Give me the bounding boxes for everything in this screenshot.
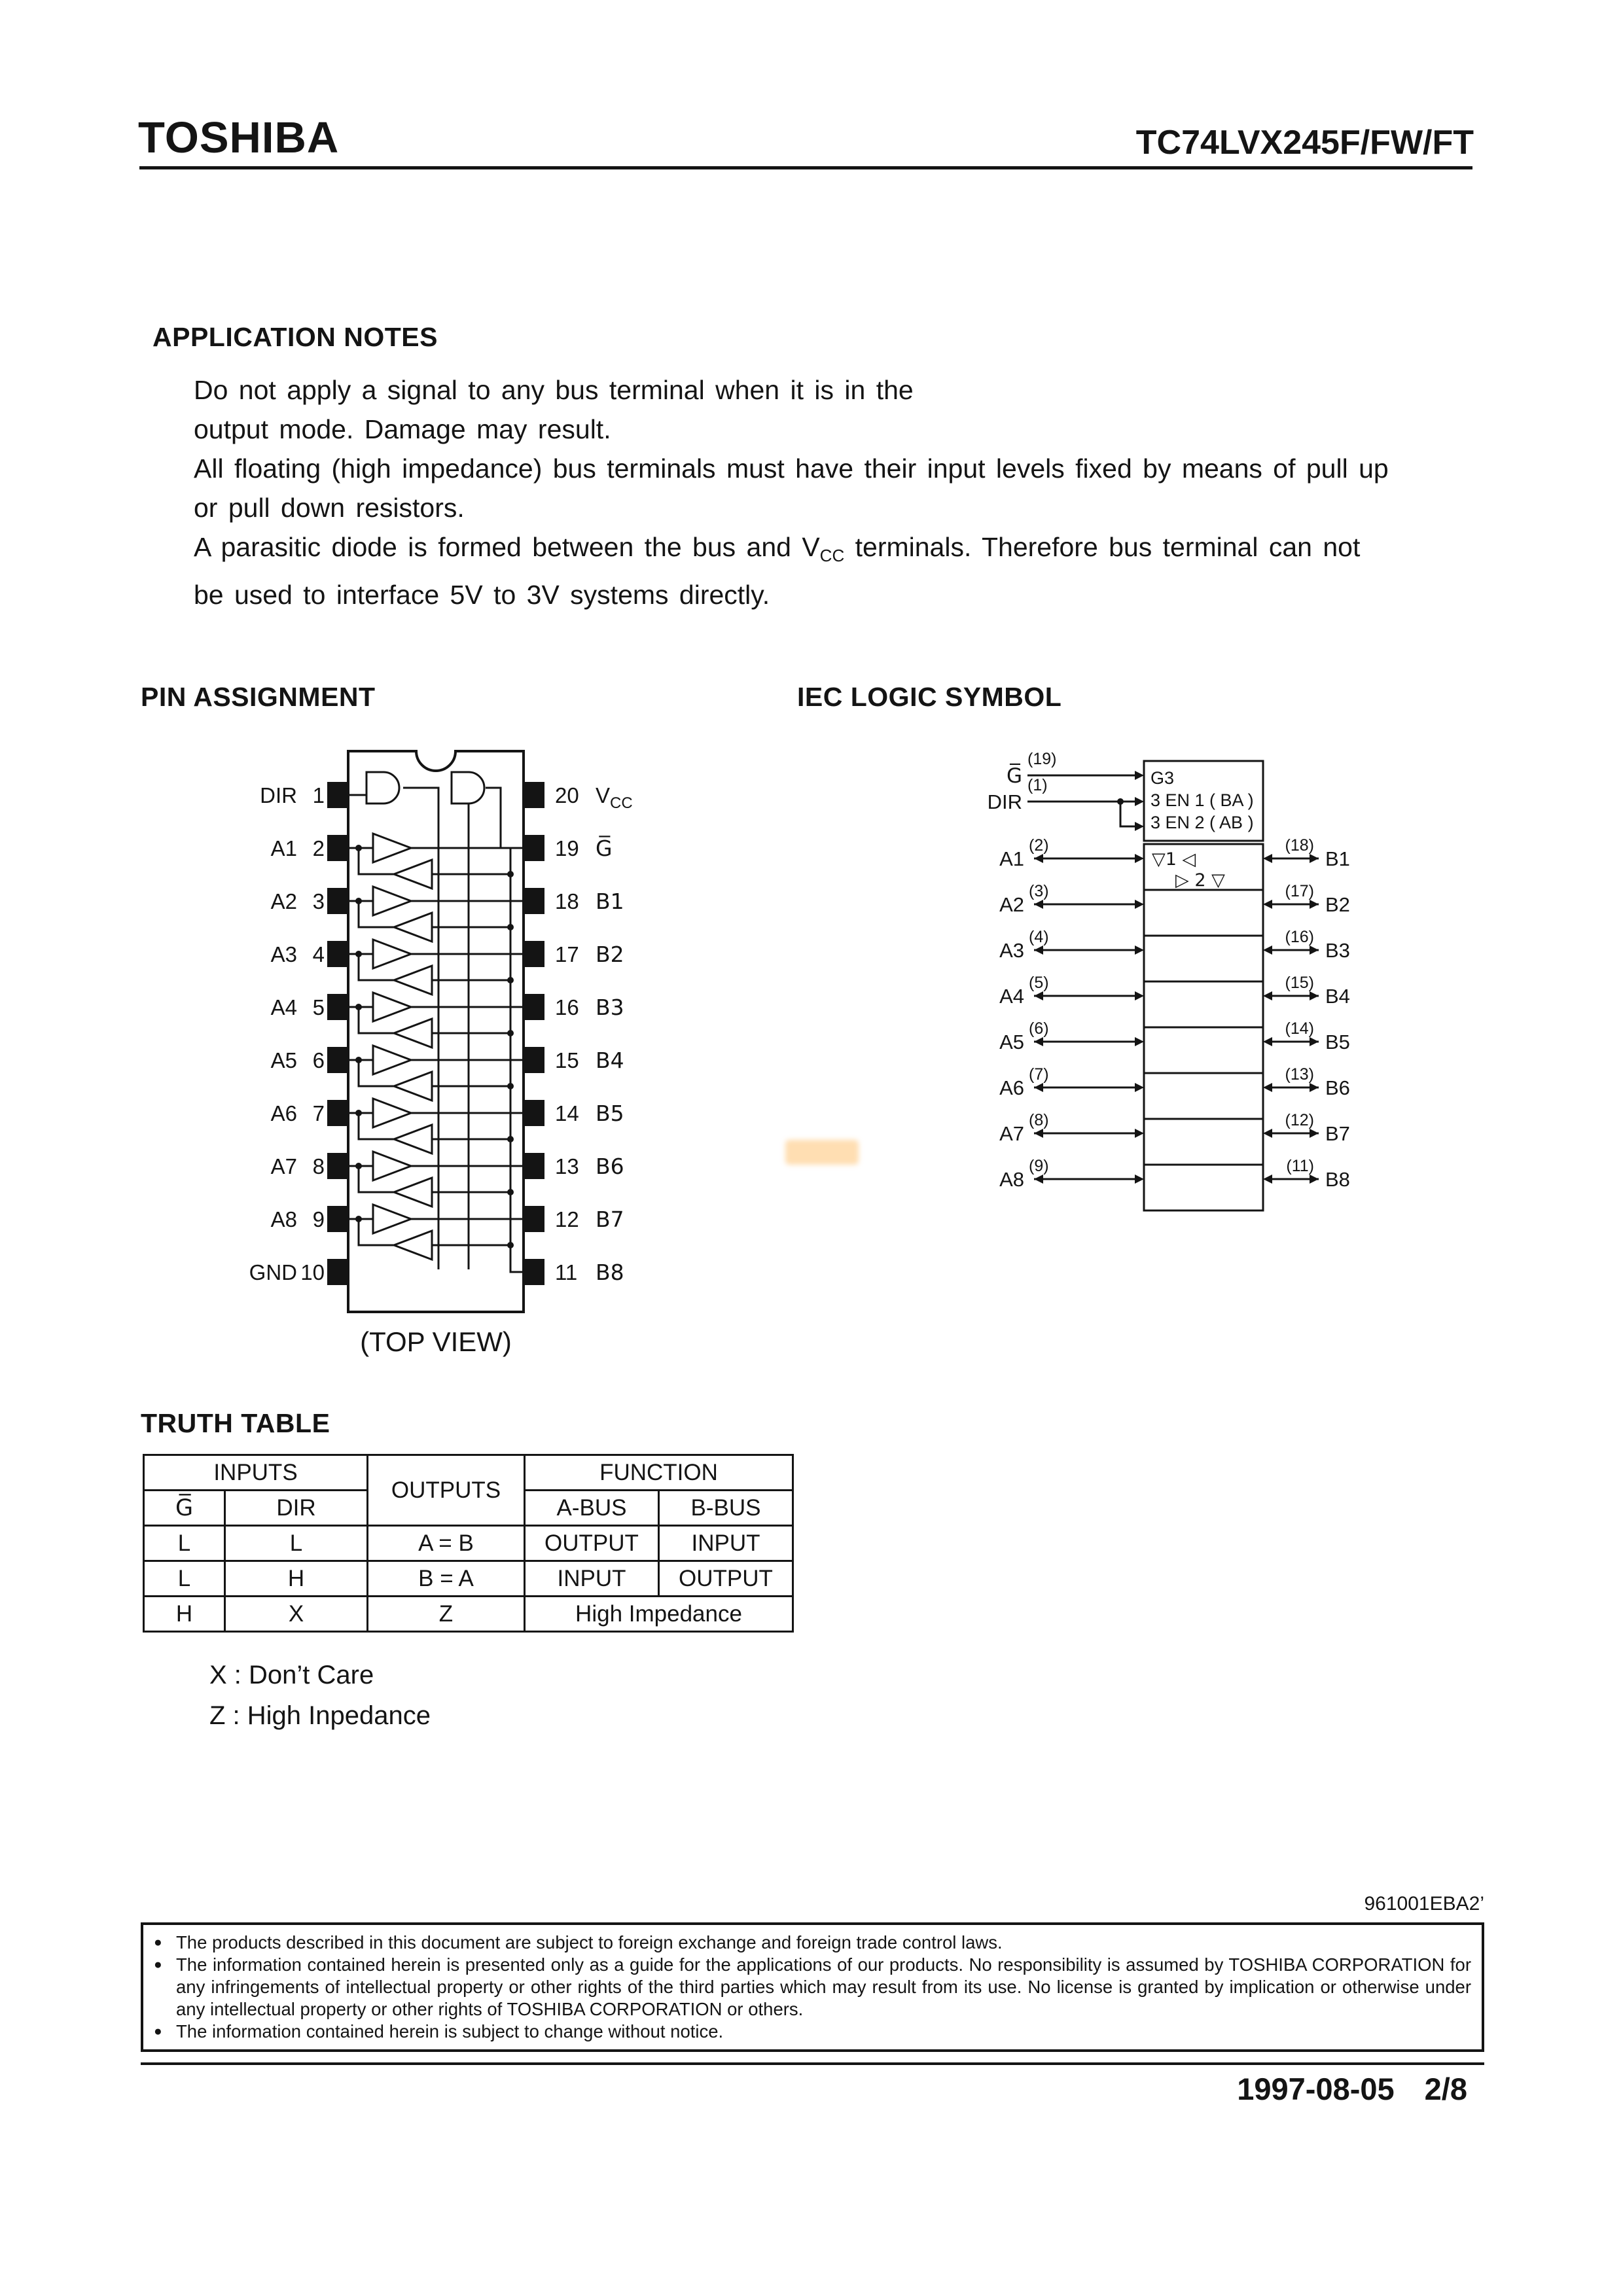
note-x: X : Don’t Care	[209, 1661, 374, 1689]
truth-table-heading: TRUTH TABLE	[141, 1408, 330, 1438]
b-pin-number: (16)	[1285, 928, 1314, 946]
pin-name-right: B3	[596, 995, 624, 1020]
arrow-right-icon	[1310, 854, 1319, 863]
pin-name-left: A6	[270, 1101, 297, 1125]
arrow-right-icon	[1310, 900, 1319, 909]
iec-logic-symbol-diagram	[936, 733, 1440, 1269]
part-number: TC74LVX245F/FW/FT	[1135, 124, 1474, 162]
th-outputs: OUTPUTS	[368, 1455, 525, 1526]
th-inputs: INPUTS	[144, 1455, 368, 1491]
dip-pin-left	[327, 1206, 348, 1232]
junction-dot	[507, 924, 514, 930]
th-function: FUNCTION	[525, 1455, 793, 1491]
dip-pin-left	[327, 941, 348, 967]
a-port-label: A5	[999, 1031, 1024, 1053]
arrow-right-icon	[1135, 1037, 1144, 1046]
pin-name-left: A2	[270, 889, 297, 913]
legal-bullet	[154, 1932, 1471, 1954]
junction-dot	[507, 1242, 514, 1248]
arrow-right-icon	[1310, 991, 1319, 1000]
arrow-right-icon	[1135, 771, 1144, 780]
table-header-row	[144, 1455, 793, 1491]
control-label: G3	[1150, 768, 1175, 788]
dip-pin-left	[327, 1259, 348, 1285]
arrow-left-icon	[1034, 1037, 1043, 1046]
junction-dot	[507, 871, 514, 877]
note-line: output mode. Damage may result.	[194, 414, 611, 444]
a-port-label: A8	[999, 1168, 1024, 1191]
note-line: be used to interface 5V to 3V systems directly.	[194, 580, 770, 610]
truth-cell: A = B	[368, 1526, 525, 1561]
date: 1997-08-05	[1237, 2072, 1395, 2106]
header-rule	[139, 166, 1472, 169]
truth-cell: INPUT	[659, 1526, 793, 1561]
a-port-label: A6	[999, 1076, 1024, 1099]
a-pin-number: (6)	[1029, 1019, 1049, 1038]
junction-dot	[355, 1110, 362, 1116]
arrow-right-icon	[1135, 1129, 1144, 1138]
b-port-label: B7	[1325, 1122, 1350, 1145]
pin-name-right: G̅	[596, 836, 613, 861]
junction-dot	[507, 977, 514, 983]
arrow-left-icon	[1263, 1174, 1272, 1184]
control-gate-icon	[366, 772, 399, 804]
b-pin-number: (13)	[1285, 1065, 1314, 1084]
truth-cell: OUTPUT	[659, 1561, 793, 1597]
application-notes-heading: APPLICATION NOTES	[152, 322, 438, 352]
truth-cell: L	[144, 1526, 225, 1561]
junction-dot	[355, 1057, 362, 1063]
a-pin-number: (3)	[1029, 882, 1049, 900]
arrow-right-icon	[1310, 1037, 1319, 1046]
a-pin-number: (9)	[1029, 1157, 1049, 1175]
pin-name-right: B7	[596, 1207, 624, 1232]
pin-name-right: $V_{CC}$	[596, 783, 633, 812]
truth-cell: L	[144, 1561, 225, 1597]
truth-cell: INPUT	[525, 1561, 659, 1597]
arrow-left-icon	[1263, 1129, 1272, 1138]
pin-number-left: 6	[312, 1048, 325, 1072]
dip-pin-right	[524, 1153, 544, 1179]
junction-dot	[355, 845, 362, 851]
note-z: Z : High Inpedance	[209, 1701, 431, 1730]
toshiba-logo: TOSHIBA	[138, 113, 340, 162]
junction-dot	[1117, 798, 1124, 805]
arrow-right-icon	[1310, 945, 1319, 955]
pin-assignment-diagram	[242, 733, 700, 1381]
top-view-caption: (TOP VIEW)	[360, 1326, 512, 1357]
table-row	[144, 1597, 793, 1632]
junction-dot	[355, 951, 362, 957]
pin-name-right: B5	[596, 1101, 624, 1126]
arrow-right-icon	[1135, 1174, 1144, 1184]
arrow-left-icon	[1034, 945, 1043, 955]
pin-number-right: 11	[555, 1260, 578, 1284]
arrow-left-icon	[1034, 1129, 1043, 1138]
dip-pin-right	[524, 1100, 544, 1126]
truth-cell: H	[225, 1561, 368, 1597]
junction-dot	[355, 1004, 362, 1010]
dir-pin-number: (1)	[1027, 776, 1048, 794]
a-pin-number: (4)	[1029, 928, 1049, 946]
note-text: A parasitic diode is formed between the bus and V	[194, 532, 820, 562]
junction-dot	[507, 1189, 514, 1195]
arrow-right-icon	[1135, 797, 1144, 806]
pin-name-right: B8	[596, 1260, 624, 1285]
pin-number-right: 16	[555, 995, 579, 1019]
b-pin-number: (11)	[1286, 1157, 1314, 1175]
direction-symbol-bottom: ▷ 2 ▽	[1175, 870, 1225, 891]
pin-number-right: 13	[555, 1154, 579, 1178]
junction-dot	[507, 1136, 514, 1142]
dip-pin-right	[524, 888, 544, 914]
pin-name-left: A7	[270, 1154, 297, 1178]
th-a-bus: A-BUS	[525, 1491, 659, 1526]
b-pin-number: (14)	[1285, 1019, 1314, 1038]
b-port-label: B3	[1325, 939, 1350, 962]
arrow-right-icon	[1135, 900, 1144, 909]
th-dir: DIR	[225, 1491, 368, 1526]
pin-name-left: GND	[249, 1260, 297, 1284]
document-code: 961001EBA2’	[1364, 1893, 1484, 1915]
note-line: or pull down resistors.	[194, 493, 465, 523]
pin-name-left: A3	[270, 942, 297, 966]
pin-name-left: A1	[270, 836, 297, 860]
b-pin-number: (15)	[1285, 974, 1314, 992]
arrow-right-icon	[1310, 1129, 1319, 1138]
arrow-right-icon	[1135, 1083, 1144, 1092]
pin-number-left: 1	[312, 783, 325, 807]
pin-number-left: 5	[312, 995, 325, 1019]
arrow-left-icon	[1034, 854, 1043, 863]
legal-text: The products described in this document are subject to foreign exchange and foreign trade control laws.	[176, 1932, 1003, 1952]
arrow-left-icon	[1263, 1037, 1272, 1046]
arrow-right-icon	[1135, 854, 1144, 863]
legal-text: The information contained herein is presented only as a guide for the applications of our products. No responsibility is assumed by TOSHIBA CORPORATION for any infringements of intellectual property or other rights of the third parties which may result from its use. No license is granted by implication or otherwise under any intellectual property or other rights of TOSHIBA CORPORATION or others.	[176, 1954, 1471, 2019]
footer-rule	[141, 2062, 1484, 2065]
arrow-left-icon	[1263, 900, 1272, 909]
dip-pin-left	[327, 782, 348, 808]
pin-name-right: B4	[596, 1048, 624, 1073]
pin-name-left: A4	[270, 995, 297, 1019]
g-pin-number: (19)	[1027, 750, 1057, 768]
dip-pin-right	[524, 1206, 544, 1232]
b-pin-number: (12)	[1285, 1111, 1314, 1129]
page-number: 2/8	[1424, 2072, 1467, 2106]
arrow-left-icon	[1263, 1083, 1272, 1092]
junction-dot	[355, 898, 362, 904]
a-port-label: A4	[999, 985, 1024, 1008]
pin-number-left: 4	[312, 942, 325, 966]
direction-symbol-top: ▽1 ◁	[1152, 849, 1196, 870]
arrow-right-icon	[1135, 991, 1144, 1000]
arrow-right-icon	[1310, 1174, 1319, 1184]
note-line: Do not apply a signal to any bus terminal when it is in the	[194, 375, 914, 405]
pin-number-right: 15	[555, 1048, 579, 1072]
truth-cell: B = A	[368, 1561, 525, 1597]
dip-pin-left	[327, 835, 348, 861]
dip-pin-right	[524, 941, 544, 967]
pin-number-right: 17	[555, 942, 579, 966]
date-page-line	[1237, 2071, 1467, 2107]
pin-number-right: 19	[555, 836, 579, 860]
pin-number-right: 20	[555, 783, 579, 807]
truth-cell: OUTPUT	[525, 1526, 659, 1561]
b-port-label: B4	[1325, 985, 1350, 1008]
dip-pin-left	[327, 1047, 348, 1073]
pin-number-left: 3	[312, 889, 325, 913]
pin-name-left: A5	[270, 1048, 297, 1072]
arrow-left-icon	[1034, 1083, 1043, 1092]
a-port-label: A3	[999, 939, 1024, 962]
b-port-label: B8	[1325, 1168, 1350, 1191]
pin-number-right: 18	[555, 889, 579, 913]
a-pin-number: (5)	[1029, 974, 1049, 992]
dip-pin-right	[524, 835, 544, 861]
th-g-bar: G̅	[144, 1491, 225, 1526]
pin-name-left: DIR	[260, 783, 297, 807]
b-port-label: B2	[1325, 893, 1350, 916]
truth-cell: High Impedance	[525, 1597, 793, 1632]
truth-table	[143, 1454, 794, 1633]
b-port-label: B5	[1325, 1031, 1350, 1053]
junction-dot	[507, 1083, 514, 1089]
dip-pin-right	[524, 994, 544, 1020]
control-label: 3 EN 1 ( BA )	[1150, 790, 1254, 810]
dip-pin-right	[524, 1047, 544, 1073]
control-gate-icon	[452, 772, 484, 804]
legal-bullet	[154, 1954, 1471, 2021]
vcc-subscript: CC	[819, 546, 845, 565]
b-port-label: B6	[1325, 1076, 1350, 1099]
pin-name-right: B1	[596, 889, 624, 914]
b-port-label: B1	[1325, 847, 1350, 870]
dip-pin-left	[327, 1153, 348, 1179]
pin-name-right: B2	[596, 942, 624, 967]
truth-cell: Z	[368, 1597, 525, 1632]
legal-text: The information contained herein is subject to change without notice.	[176, 2021, 724, 2041]
bullet-icon: ●	[154, 1935, 162, 1950]
junction-dot	[507, 1030, 514, 1036]
dip-pin-right	[524, 1259, 544, 1285]
dip-pin-left	[327, 994, 348, 1020]
pin-number-left: 9	[312, 1207, 325, 1231]
dip-pin-left	[327, 888, 348, 914]
dir-label: DIR	[987, 790, 1022, 813]
control-label: 3 EN 2 ( AB )	[1150, 813, 1254, 832]
legal-bullet	[154, 2021, 1471, 2043]
b-pin-number: (18)	[1285, 836, 1314, 855]
dip-pin-right	[524, 782, 544, 808]
iec-symbol-heading: IEC LOGIC SYMBOL	[797, 682, 1062, 712]
note-line: All floating (high impedance) bus terminals must have their input levels fixed by means of pull up	[194, 453, 1389, 484]
bullet-icon: ●	[154, 1957, 162, 1972]
legal-notice-box	[141, 1922, 1484, 2052]
th-b-bus: B-BUS	[659, 1491, 793, 1526]
junction-dot	[355, 1163, 362, 1169]
arrow-left-icon	[1263, 945, 1272, 955]
pin-name-left: A8	[270, 1207, 297, 1231]
arrow-left-icon	[1034, 991, 1043, 1000]
bullet-icon: ●	[154, 2024, 162, 2039]
pin-number-left: 10	[300, 1260, 325, 1284]
a-port-label: A2	[999, 893, 1024, 916]
arrow-left-icon	[1034, 900, 1043, 909]
arrow-left-icon	[1034, 1174, 1043, 1184]
pin-number-right: 14	[555, 1101, 579, 1125]
junction-dot	[355, 1216, 362, 1222]
table-row	[144, 1526, 793, 1561]
pin-number-left: 2	[312, 836, 325, 860]
pin-assignment-heading: PIN ASSIGNMENT	[141, 682, 376, 712]
pin-number-left: 8	[312, 1154, 325, 1178]
note-line	[194, 527, 1509, 575]
pin-name-right: B6	[596, 1154, 624, 1179]
watermark	[785, 1140, 859, 1165]
g-label: G̅	[1006, 764, 1022, 788]
a-pin-number: (8)	[1029, 1111, 1049, 1129]
arrow-right-icon	[1135, 945, 1144, 955]
a-pin-number: (7)	[1029, 1065, 1049, 1084]
arrow-left-icon	[1263, 991, 1272, 1000]
arrow-right-icon	[1135, 822, 1144, 831]
wire	[1120, 802, 1135, 826]
truth-cell: X	[225, 1597, 368, 1632]
a-pin-number: (2)	[1029, 836, 1049, 855]
pin-number-left: 7	[312, 1101, 325, 1125]
a-port-label: A1	[999, 847, 1024, 870]
application-notes-body	[194, 370, 1509, 614]
a-port-label: A7	[999, 1122, 1024, 1145]
truth-cell: H	[144, 1597, 225, 1632]
table-row	[144, 1561, 793, 1597]
b-pin-number: (17)	[1285, 882, 1314, 900]
arrow-right-icon	[1310, 1083, 1319, 1092]
truth-cell: L	[225, 1526, 368, 1561]
arrow-left-icon	[1263, 854, 1272, 863]
dip-pin-left	[327, 1100, 348, 1126]
note-text: terminals. Therefore bus terminal can not	[844, 532, 1361, 562]
pin-number-right: 12	[555, 1207, 579, 1231]
